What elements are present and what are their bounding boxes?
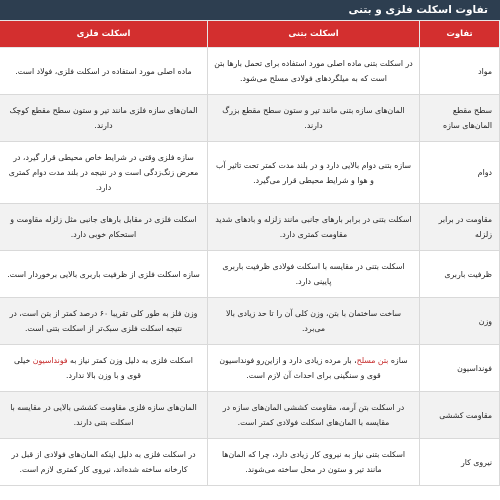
table-title: تفاوت اسکلت فلزی و بتنی <box>0 0 500 20</box>
cell-steel: سازه فلزی وقتی در شرایط خاص محیطی قرار گیرد، در معرض زنگ‌زدگی است و در نتیجه در بلند مدت دوام کمتری دارد. <box>0 142 208 204</box>
concrete-text-before: سازه <box>388 356 408 365</box>
cell-steel: المان‌های سازه فلزی مانند تیر و ستون سطح مقطع کوچک دارند. <box>0 95 208 142</box>
cell-difference: ظرفیت باربری <box>420 251 500 298</box>
cell-concrete: ساخت ساختمان با بتن، وزن کلی آن را تا حد زیادی بالا می‌برد. <box>208 298 420 345</box>
header-steel: اسکلت فلزی <box>0 21 208 48</box>
cell-difference: وزن <box>420 298 500 345</box>
table-row-capacity <box>0 251 500 298</box>
reinforced-concrete-link[interactable]: بتن مسلح <box>356 356 389 365</box>
cell-steel: اسکلت فلزی در مقابل بارهای جانبی مثل زلزله مقاومت و استحکام خوبی دارد. <box>0 204 208 251</box>
cell-steel: المان‌های سازه فلزی مقاومت کششی بالایی در مقایسه با اسکلت بتنی دارند. <box>0 392 208 439</box>
header-difference: تفاوت <box>420 21 500 48</box>
header-row <box>0 21 500 48</box>
concrete-text-after: ، بار مرده زیادی دارد و ازاین‌رو فونداسیون قوی و سنگینی برای احداث آن لازم است. <box>219 356 381 380</box>
steel-text-before: اسکلت فلزی به دلیل وزن کمتر نیاز به <box>67 356 193 365</box>
table-row-durability <box>0 142 500 204</box>
table-row-cross-section <box>0 95 500 142</box>
cell-concrete: اسکلت بتنی در مقایسه با اسکلت فولادی ظرفیت باربری پایینی دارد. <box>208 251 420 298</box>
cell-concrete <box>208 345 420 392</box>
cell-difference: مقاومت در برابر زلزله <box>420 204 500 251</box>
cell-difference: فونداسیون <box>420 345 500 392</box>
cell-steel <box>0 345 208 392</box>
cell-steel: سازه اسکلت فلزی از ظرفیت باربری بالایی برخوردار است. <box>0 251 208 298</box>
comparison-table <box>0 20 500 486</box>
cell-concrete: اسکلت بتنی در برابر بارهای جانبی مانند زلزله و بادهای شدید مقاومت کمتری دارد. <box>208 204 420 251</box>
steel-text-after: خیلی قوی و با وزن بالا ندارد. <box>14 356 141 380</box>
header-concrete: اسکلت بتنی <box>208 21 420 48</box>
cell-difference: دوام <box>420 142 500 204</box>
table-row-tensile <box>0 392 500 439</box>
table-row-materials <box>0 48 500 95</box>
cell-difference: مواد <box>420 48 500 95</box>
cell-difference: سطح مقطع المان‌های سازه <box>420 95 500 142</box>
cell-concrete: سازه بتنی دوام بالایی دارد و در بلند مدت کمتر تحت تاثیر آب و هوا و شرایط محیطی قرار می‌گیرد. <box>208 142 420 204</box>
cell-steel: در اسکلت فلزی به دلیل اینکه المان‌های فولادی از قبل در کارخانه ساخته شده‌اند، نیروی کار کمتری لازم است. <box>0 439 208 486</box>
cell-concrete: در اسکلت بتنی ماده اصلی مورد استفاده برای تحمل بارها بتن است که به میلگردهای فولادی مسلح می‌شود. <box>208 48 420 95</box>
cell-concrete: المان‌های سازه بتنی مانند تیر و ستون سطح مقطع بزرگ دارند. <box>208 95 420 142</box>
foundation-link[interactable]: فونداسیون <box>32 356 68 365</box>
table-row-foundation <box>0 345 500 392</box>
cell-difference: مقاومت کششی <box>420 392 500 439</box>
cell-difference: نیروی کار <box>420 439 500 486</box>
table-row-labor <box>0 439 500 486</box>
cell-concrete: در اسکلت بتن آرمه، مقاومت کششی المان‌های سازه در مقایسه با المان‌های اسکلت فولادی کمتر است. <box>208 392 420 439</box>
cell-concrete: اسکلت بتنی نیاز به نیروی کار زیادی دارد، چرا که المان‌ها مانند تیر و ستون در محل ساخته می‌شوند. <box>208 439 420 486</box>
table-row-weight <box>0 298 500 345</box>
table-row-earthquake <box>0 204 500 251</box>
cell-steel: ماده اصلی مورد استفاده در اسکلت فلزی، فولاد است. <box>0 48 208 95</box>
cell-steel: وزن فلز به طور کلی تقریبا ۶۰ درصد کمتر از بتن است، در نتیجه اسکلت فلزی سبک‌تر از اسکلت بتنی است. <box>0 298 208 345</box>
